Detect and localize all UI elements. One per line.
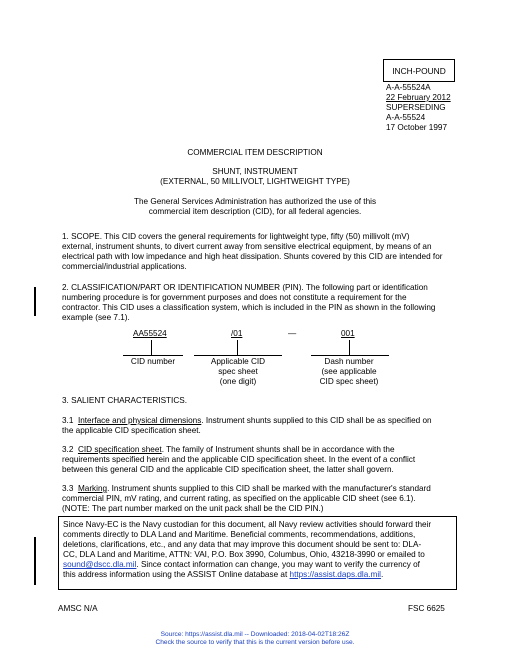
pin-label-spec-sheet xyxy=(188,357,288,387)
pin-connector xyxy=(151,340,152,355)
section-title: Marking xyxy=(77,484,108,493)
doc-date: 22 February 2012 xyxy=(386,93,451,102)
scope-line: electrical path with low impedance and high heat dissipation. Shunts covered by this CID are intended for xyxy=(62,252,443,261)
pin-underline xyxy=(123,355,183,356)
notice-line xyxy=(63,560,453,570)
classification-line: numbering procedure is for government purposes and does not constitute a requirement for the xyxy=(62,293,407,302)
pin-part-cid-number: AA55524 xyxy=(133,329,167,338)
amsc-label: AMSC N/A xyxy=(58,604,98,613)
section-3-3-line: (NOTE: The part number marked on the unit pack shall be the CID PIN.) xyxy=(62,504,324,513)
section-number: 3.2 xyxy=(62,445,74,454)
section-scope xyxy=(62,232,456,272)
notice-line: Since Navy-EC is the Navy custodian for this document, all Navy review activities should forward their xyxy=(63,520,432,529)
section-text: . The family of Instrument shunts shall be in accordance with the xyxy=(161,445,395,454)
section-number: 3.1 xyxy=(62,416,74,425)
notice-text: this address information using the ASSIST Online database at xyxy=(63,570,290,579)
classification-line: example (see 7.1). xyxy=(62,313,130,322)
section-classification xyxy=(62,283,456,323)
notice-line: CC, DLA Land and Maritime, ATTN: VAI, P.O. Box 3990, Columbus, Ohio, 43218-3990 or emailed to xyxy=(63,550,425,559)
pin-connector xyxy=(349,340,350,355)
pin-label-dash-number xyxy=(299,357,399,387)
inch-pound-label: INCH-POUND xyxy=(392,65,446,76)
section-3-2-line: requirements specified herein and the applicable CID specification sheet. In the event of a conflict xyxy=(62,455,416,464)
email-link[interactable]: sound@dscc.dla.mil xyxy=(63,560,137,569)
scope-line: commercial/industrial applications. xyxy=(62,262,187,271)
section-3-3 xyxy=(62,484,456,514)
source-line-1: Source: https://assist.dla.mil -- Downloaded: 2018-04-02T18:26Z xyxy=(160,631,350,638)
section-3-2 xyxy=(62,445,456,475)
section-title: CID specification sheet xyxy=(77,445,162,454)
doc-type-title: COMMERCIAL ITEM DESCRIPTION xyxy=(187,148,323,157)
pin-connector xyxy=(237,340,238,355)
section-text: . Instrument shunts supplied to this CID shall be as specified on xyxy=(201,416,432,425)
section-text: . Instrument shunts supplied to this CID shall be marked with the manufacturer's standard xyxy=(107,484,431,493)
custodian-notice-box xyxy=(58,516,457,590)
section-3-1 xyxy=(62,416,456,436)
section-3-3-line: commercial PIN, mV rating, and current rating, as specified on the applicable CID sheet (see 6.1). xyxy=(62,494,416,503)
section-3-3-line xyxy=(62,484,456,494)
pin-label-line: Dash number xyxy=(324,357,374,366)
fsc-label: FSC 6625 xyxy=(408,604,445,613)
change-bar xyxy=(34,287,36,316)
change-bar xyxy=(34,537,36,585)
assist-link[interactable]: https://assist.daps.dla.mil xyxy=(289,570,381,579)
item-title: SHUNT, INSTRUMENT xyxy=(212,167,298,176)
pin-label-line: CID spec sheet) xyxy=(319,377,379,386)
scope-line: 1. SCOPE. This CID covers the general requirements for lightweight type, fifty (50) millivolt (mV) xyxy=(62,232,410,241)
classification-line: contractor. This CID uses a classification system, which is included in the PIN as shown in the following xyxy=(62,303,436,312)
notice-text: . Since contact information can change, you may want to verify the currency of xyxy=(136,560,420,569)
pin-underline xyxy=(194,355,282,356)
section-number: 3.3 xyxy=(62,484,74,493)
pin-label-line: (one digit) xyxy=(219,377,257,386)
notice-line: comments directly to DLA Land and Maritime. Beneficial comments, recommendations, additions, xyxy=(63,530,416,539)
section-3-2-line xyxy=(62,445,456,455)
section-3-2-line: between this general CID and the applicable CID specification sheet, the latter shall govern. xyxy=(62,465,394,474)
classification-line: 2. CLASSIFICATION/PART OR IDENTIFICATION NUMBER (PIN). The following part or identification xyxy=(62,283,428,292)
pin-label-line: spec sheet xyxy=(218,367,258,376)
section-3-1-line: the applicable CID specification sheet. xyxy=(62,426,201,435)
pin-dash: — xyxy=(288,329,297,338)
item-subtitle: (EXTERNAL, 50 MILLIVOLT, LIGHTWEIGHT TYPE) xyxy=(160,177,350,186)
pin-part-dash-number: 001 xyxy=(341,329,355,338)
notice-line xyxy=(63,570,453,580)
source-line-2: Check the source to verify that this is the current version before use. xyxy=(155,639,355,646)
section-salient-heading: 3. SALIENT CHARACTERISTICS. xyxy=(62,396,187,405)
document-header xyxy=(386,83,451,133)
section-title: Interface and physical dimensions xyxy=(77,416,202,425)
pin-underline xyxy=(311,355,389,356)
scope-line: external, instrument shunts, to divert current away from sensitive electrical equipment, by means of an xyxy=(62,242,432,251)
superseded-date: 17 October 1997 xyxy=(386,123,447,132)
superseding-label: SUPERSEDING xyxy=(386,103,446,112)
pin-label-line: Applicable CID xyxy=(210,357,266,366)
section-3-1-line xyxy=(62,416,456,426)
inch-pound-box xyxy=(383,59,455,82)
notice-text: . xyxy=(380,570,384,579)
authorization-line-1: The General Services Administration has authorized the use of this xyxy=(133,197,377,206)
pin-label-line: (see applicable xyxy=(321,367,377,376)
pin-label-cid-number: CID number xyxy=(130,357,176,366)
notice-line: deletions, clarifications, etc., and any data that may improve this document should be sent to: DLA- xyxy=(63,540,422,549)
superseded-id: A-A-55524 xyxy=(386,113,426,122)
doc-id: A-A-55524A xyxy=(386,83,431,92)
authorization-line-2: commercial item description (CID), for all federal agencies. xyxy=(148,207,362,216)
pin-part-spec-sheet: /01 xyxy=(231,329,243,338)
